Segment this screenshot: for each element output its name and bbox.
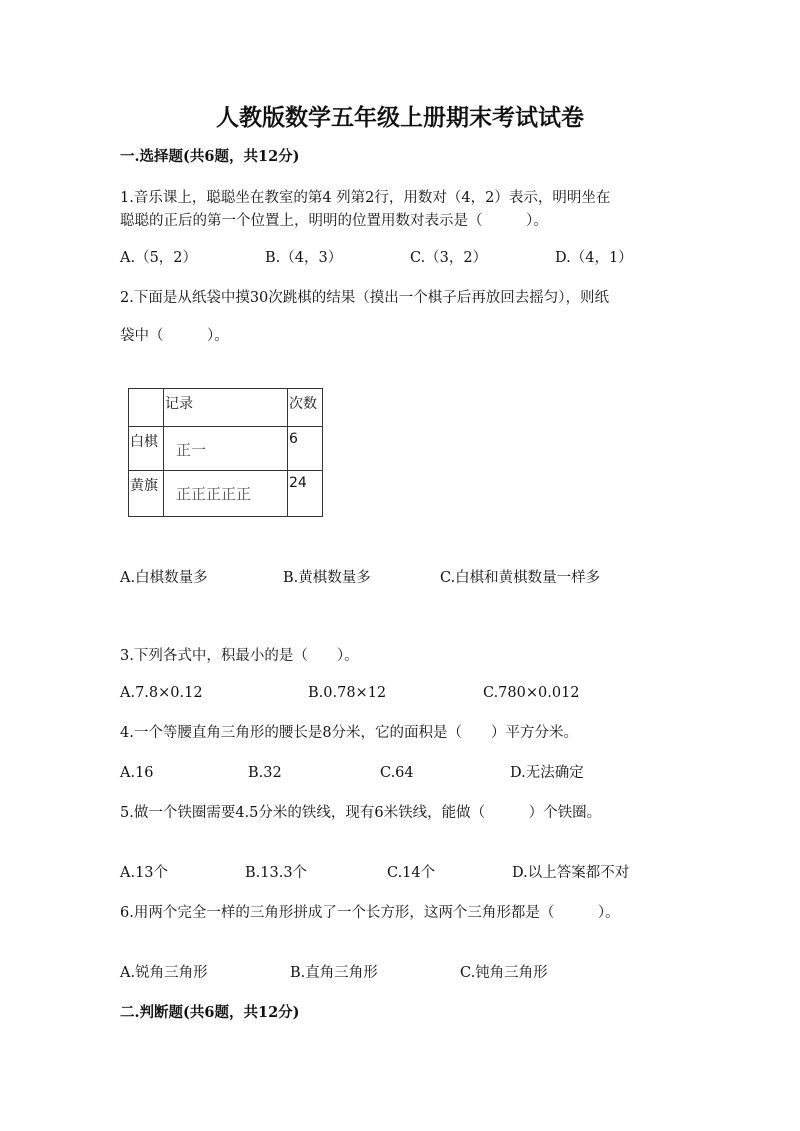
table-cell: 6 (288, 427, 323, 471)
option: D.（4，1） (555, 250, 633, 266)
page-title: 人教版数学五年级上册期末考试试卷 (216, 104, 584, 131)
option: A.16 (120, 765, 154, 781)
option: B.0.78×12 (308, 685, 387, 701)
option: C.780×0.012 (483, 685, 580, 701)
section-heading: 二.判断题(共6题，共12分) (120, 1004, 300, 1021)
option: A.（5，2） (120, 250, 198, 266)
option: B.32 (248, 765, 282, 781)
tally-table (128, 388, 323, 517)
option: C.白棋和黄棋数量一样多 (440, 570, 601, 586)
option: A.白棋数量多 (120, 570, 208, 586)
table-header (129, 389, 164, 427)
question-text: 5.做一个铁圈需要4.5分米的铁线，现有6米铁线，能做（ ）个铁圈。 (120, 805, 602, 821)
question-text: 2.下面是从纸袋中摸30次跳棋的结果（摸出一个棋子后再放回去摇匀），则纸 (120, 290, 610, 306)
table-cell: 白棋 (129, 427, 164, 471)
question-text: 袋中（ ）。 (120, 328, 229, 344)
section-heading: 一.选择题(共6题，共12分) (120, 148, 300, 165)
question-text: 6.用两个完全一样的三角形拼成了一个长方形，这两个三角形都是（ ）。 (120, 905, 620, 921)
table-cell: 正正正正正 (164, 471, 288, 517)
table-cell: 正一 (164, 427, 288, 471)
option: B.直角三角形 (290, 965, 378, 981)
option: B.13.3个 (245, 865, 308, 881)
option: A.13个 (120, 865, 169, 881)
option: C.钝角三角形 (460, 965, 548, 981)
option: D.以上答案都不对 (512, 865, 630, 881)
option: C.14个 (387, 865, 436, 881)
table-header: 记录 (164, 389, 288, 427)
table-header: 次数 (288, 389, 323, 427)
option: B.黄棋数量多 (283, 570, 371, 586)
question-text: 聪聪的正后的第一个位置上，明明的位置用数对表示是（ ）。 (120, 213, 548, 229)
option: A.锐角三角形 (120, 965, 208, 981)
option: D.无法确定 (510, 765, 584, 781)
option: C.64 (380, 765, 414, 781)
option: C.（3，2） (410, 250, 488, 266)
option: B.（4，3） (265, 250, 343, 266)
table-cell: 24 (288, 471, 323, 517)
option: A.7.8×0.12 (120, 685, 203, 701)
question-text: 3.下列各式中，积最小的是（ ）。 (120, 648, 359, 664)
question-text: 4.一个等腰直角三角形的腰长是8分米，它的面积是（ ）平方分米。 (120, 725, 579, 741)
table-cell: 黄旗 (129, 471, 164, 517)
question-text: 1.音乐课上，聪聪坐在教室的第4 列第2行，用数对（4，2）表示，明明坐在 (120, 190, 611, 206)
